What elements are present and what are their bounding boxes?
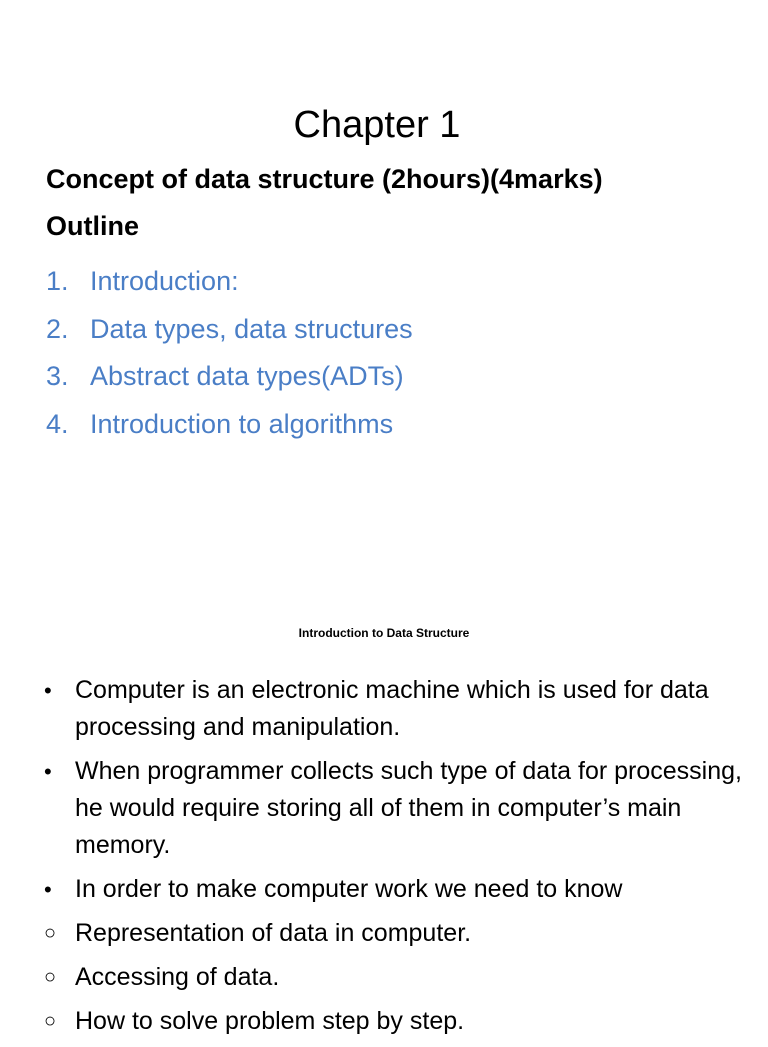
bullet-text: Representation of data in computer. (75, 919, 472, 947)
bullet-item (44, 672, 744, 746)
bullet-list (44, 672, 744, 1047)
bullet-dot-icon: • (44, 877, 52, 902)
chapter-subtitle: Concept of data structure (2hours)(4marks) (46, 164, 603, 194)
outline-item (46, 306, 413, 354)
sub-bullet-item (44, 959, 744, 996)
outline-item-number: 4. (46, 408, 69, 439)
outline-item-number: 2. (46, 313, 69, 344)
outline-item-text: Data types, data structures (90, 313, 413, 344)
bullet-circle-icon: ○ (44, 922, 57, 944)
sub-bullet-item (44, 1003, 744, 1040)
bullet-item (44, 871, 744, 908)
outline-item-number: 3. (46, 361, 69, 391)
slide-title: Introduction to Data Structure (298, 626, 470, 640)
bullet-circle-icon: ○ (44, 966, 57, 988)
chapter-title: Chapter 1 (293, 104, 461, 146)
outline-item-number: 1. (46, 266, 69, 296)
bullet-circle-icon: ○ (44, 1010, 57, 1032)
bullet-text: How to solve problem step by step. (75, 1007, 465, 1035)
bullet-text: In order to make computer work we need to know (75, 875, 623, 903)
bullet-item (44, 753, 744, 864)
bullet-text: Computer is an electronic machine which is used for data processing and manipulation. (75, 676, 709, 741)
outline-item (46, 401, 413, 449)
outline-item (46, 258, 413, 306)
outline-item-text: Abstract data types(ADTs) (90, 361, 404, 391)
bullet-text: When programmer collects such type of data for processing, he would require storing all of them in computer’s main memory. (75, 757, 742, 859)
bullet-text: Accessing of data. (75, 963, 280, 991)
bullet-dot-icon: • (44, 759, 52, 784)
outline-list (46, 258, 413, 448)
outline-heading: Outline (46, 211, 139, 241)
sub-bullet-item (44, 915, 744, 952)
outline-item-text: Introduction to algorithms (90, 408, 394, 439)
outline-item-text: Introduction: (90, 266, 239, 296)
outline-item (46, 353, 413, 401)
slide-introduction (0, 560, 768, 1035)
bullet-dot-icon: • (44, 678, 52, 703)
